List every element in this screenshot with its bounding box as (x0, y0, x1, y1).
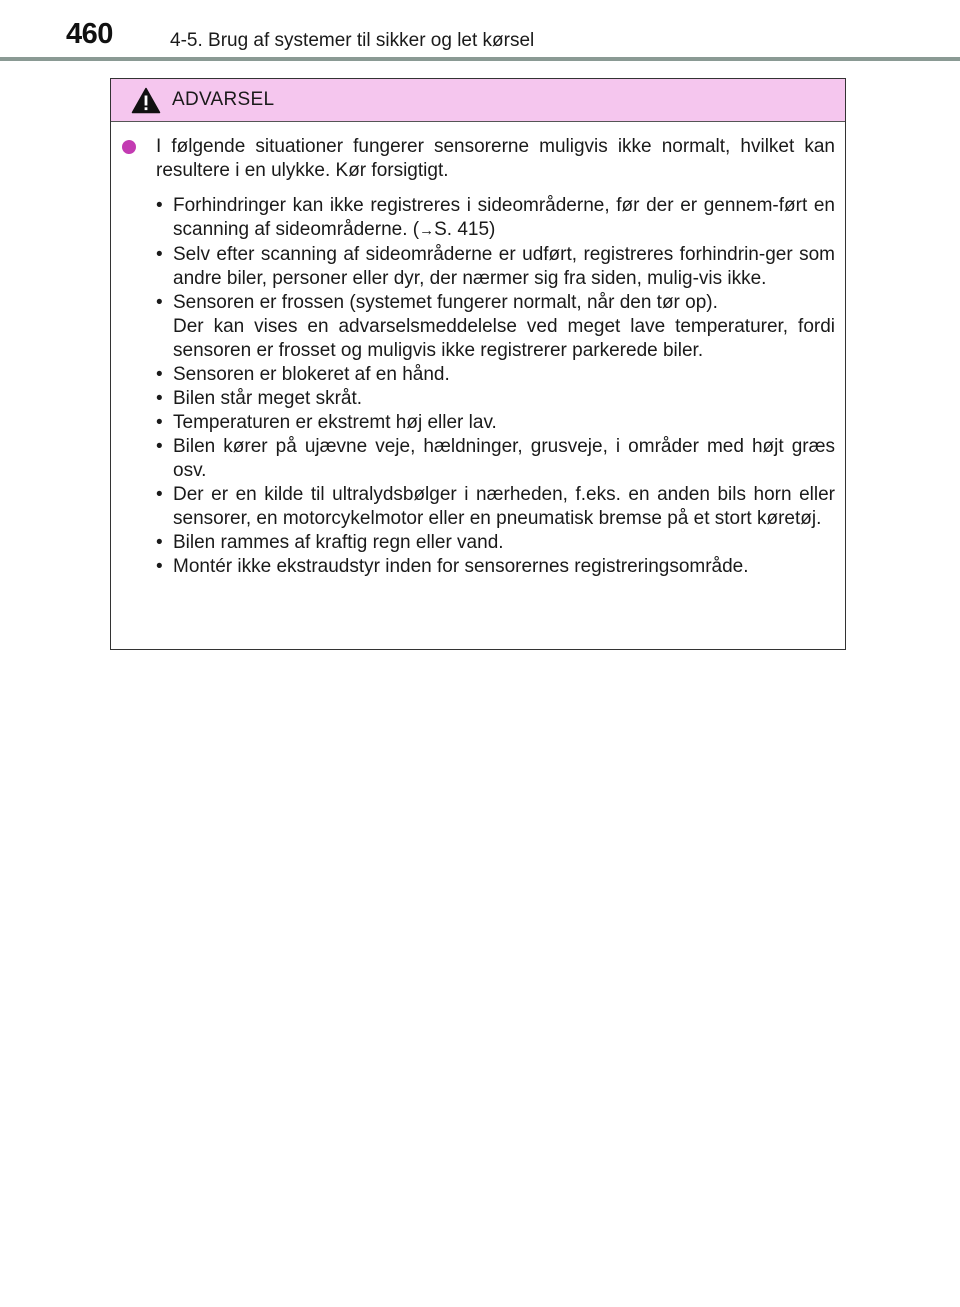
item-text: Sensoren er frossen (systemet fungerer normalt, når den tør op). (173, 292, 718, 313)
page-number: 460 (66, 18, 113, 50)
item-text: Forhindringer kan ikke registreres i sideområderne, før der er gennem-ført en scanning af sideområderne. ( (173, 195, 835, 240)
bullet: • (156, 195, 163, 216)
list-item (139, 555, 835, 579)
warning-lead-text: I følgende situationer fungerer sensorerne muligvis ikke normalt, hvilket kan resultere i en ulykke. Kør forsigtigt. (156, 136, 835, 181)
warning-triangle-icon (131, 87, 161, 114)
page-header (0, 0, 960, 58)
item-text: Montér ikke ekstraudstyr inden for sensorernes registreringsområde. (173, 556, 749, 577)
item-text: Sensoren er blokeret af en hånd. (173, 364, 450, 385)
list-item (139, 363, 835, 387)
page-reference-link[interactable]: S. 415) (434, 219, 496, 240)
item-text: Bilen står meget skråt. (173, 388, 363, 409)
section-title: 4-5. Brug af systemer til sikker og let kørsel (170, 30, 535, 51)
bullet: • (156, 388, 163, 409)
list-item (139, 291, 835, 363)
list-item (139, 531, 835, 555)
bullet: • (156, 292, 163, 313)
warning-lead (122, 135, 835, 183)
item-text: Temperaturen er ekstremt høj eller lav. (173, 412, 497, 433)
item-text: Selv efter scanning af sideområderne er udført, registreres forhindrin-ger som andre biler, personer eller dyr, der nærmer sig fra siden, mulig-vis ikke. (173, 244, 835, 289)
bullet: • (156, 244, 163, 265)
bullet: • (156, 436, 163, 457)
item-continuation: Der kan vises en advarselsmeddelelse ved meget lave temperaturer, fordi sensoren er frosset og muligvis ikke registrerer parkerede biler. (173, 316, 835, 361)
warning-list (139, 194, 835, 579)
bullet: • (156, 364, 163, 385)
list-item (139, 243, 835, 291)
bullet: • (156, 484, 163, 505)
bullet: • (156, 532, 163, 553)
warning-body (111, 122, 845, 579)
list-item (139, 411, 835, 435)
list-item (139, 483, 835, 531)
warning-title: ADVARSEL (172, 89, 275, 110)
list-item (139, 194, 835, 243)
list-item (139, 387, 835, 411)
list-item (139, 435, 835, 483)
arrow-icon: → (419, 222, 435, 239)
warning-box (110, 78, 846, 650)
header-divider (0, 57, 960, 61)
bullet: • (156, 556, 163, 577)
warning-header (111, 79, 845, 122)
bullet-dot-icon (122, 140, 136, 154)
item-text: Bilen kører på ujævne veje, hældninger, grusveje, i områder med højt græs osv. (173, 436, 835, 481)
bullet: • (156, 412, 163, 433)
item-text: Bilen rammes af kraftig regn eller vand. (173, 532, 504, 553)
item-text: Der er en kilde til ultralydsbølger i nærheden, f.eks. en anden bils horn eller sensorer, en motorcykelmotor eller en pneumatisk bremse på et stort køretøj. (173, 484, 835, 529)
